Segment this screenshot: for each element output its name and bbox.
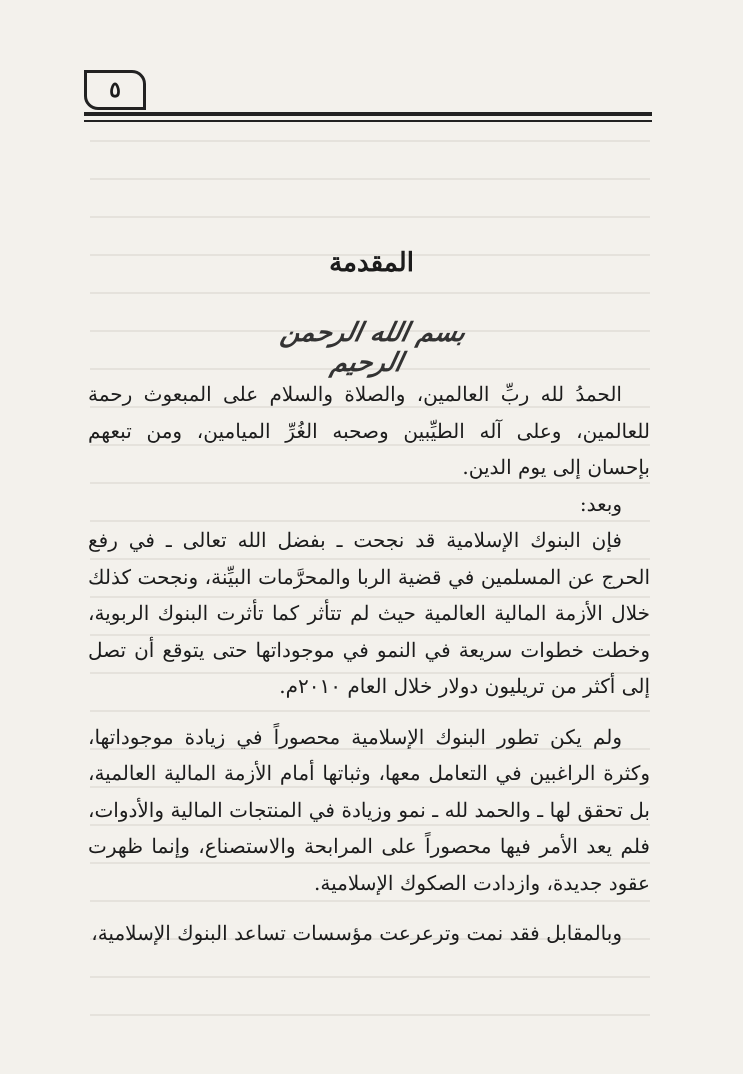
paragraph-banks-growth: ولم يكن تطور البنوك الإسلامية محصوراً في زيادة موجوداتها، وكثرة الراغبين في التعامل معها، وثباتها أمام الأزمة المالية العالمية، بل تحقق لها ـ والحمد لله ـ نمو وزيادة في المنتجات المالية والأدوات، فلم يعد الأمر فيها محصوراً على المرابحة والاستصناع، وإنما ظهرت عقود جديدة، وازدادت الصكوك الإسلامية. (88, 724, 650, 895)
paragraph-banks-success: فإن البنوك الإسلامية قد نجحت ـ بفضل الله تعالى ـ في رفع الحرج عن المسلمين في قضية الربا والمحرَّمات البيِّنة، ونجحت كذلك خلال الأزمة المالية العالمية حيث لم تتأثر كما تأثرت البنوك الربوية، وخطت خطوات سريعة في النمو في موجوداتها حتى يتوقع أن تصل إلى أكثر من تريليون دولار خلال العام ٢٠١٠م. (88, 528, 650, 698)
header-rule-thin (84, 120, 652, 122)
body-text (88, 376, 650, 952)
section-heading: المقدمة (329, 248, 414, 278)
paragraph-wabaad: وبعد: (579, 491, 622, 516)
paragraph-intro: الحمدُ لله ربِّ العالمين، والصلاة والسلام على المبعوث رحمة للعالمين، وعلى آله الطيِّبين وصحبه الغُرِّ الميامين، ومن تبعهم بإحسان إلى يوم الدين. (88, 382, 650, 479)
paragraph-institutions: وبالمقابل فقد نمت وترعرعت مؤسسات تساعد البنوك الإسلامية، (91, 921, 622, 945)
page-number-box (84, 70, 146, 110)
page-number: ٥ (109, 77, 121, 103)
basmala-calligraphy: بسم الله الرحمن الرحيم (278, 318, 469, 378)
header-rule-thick (84, 112, 652, 116)
